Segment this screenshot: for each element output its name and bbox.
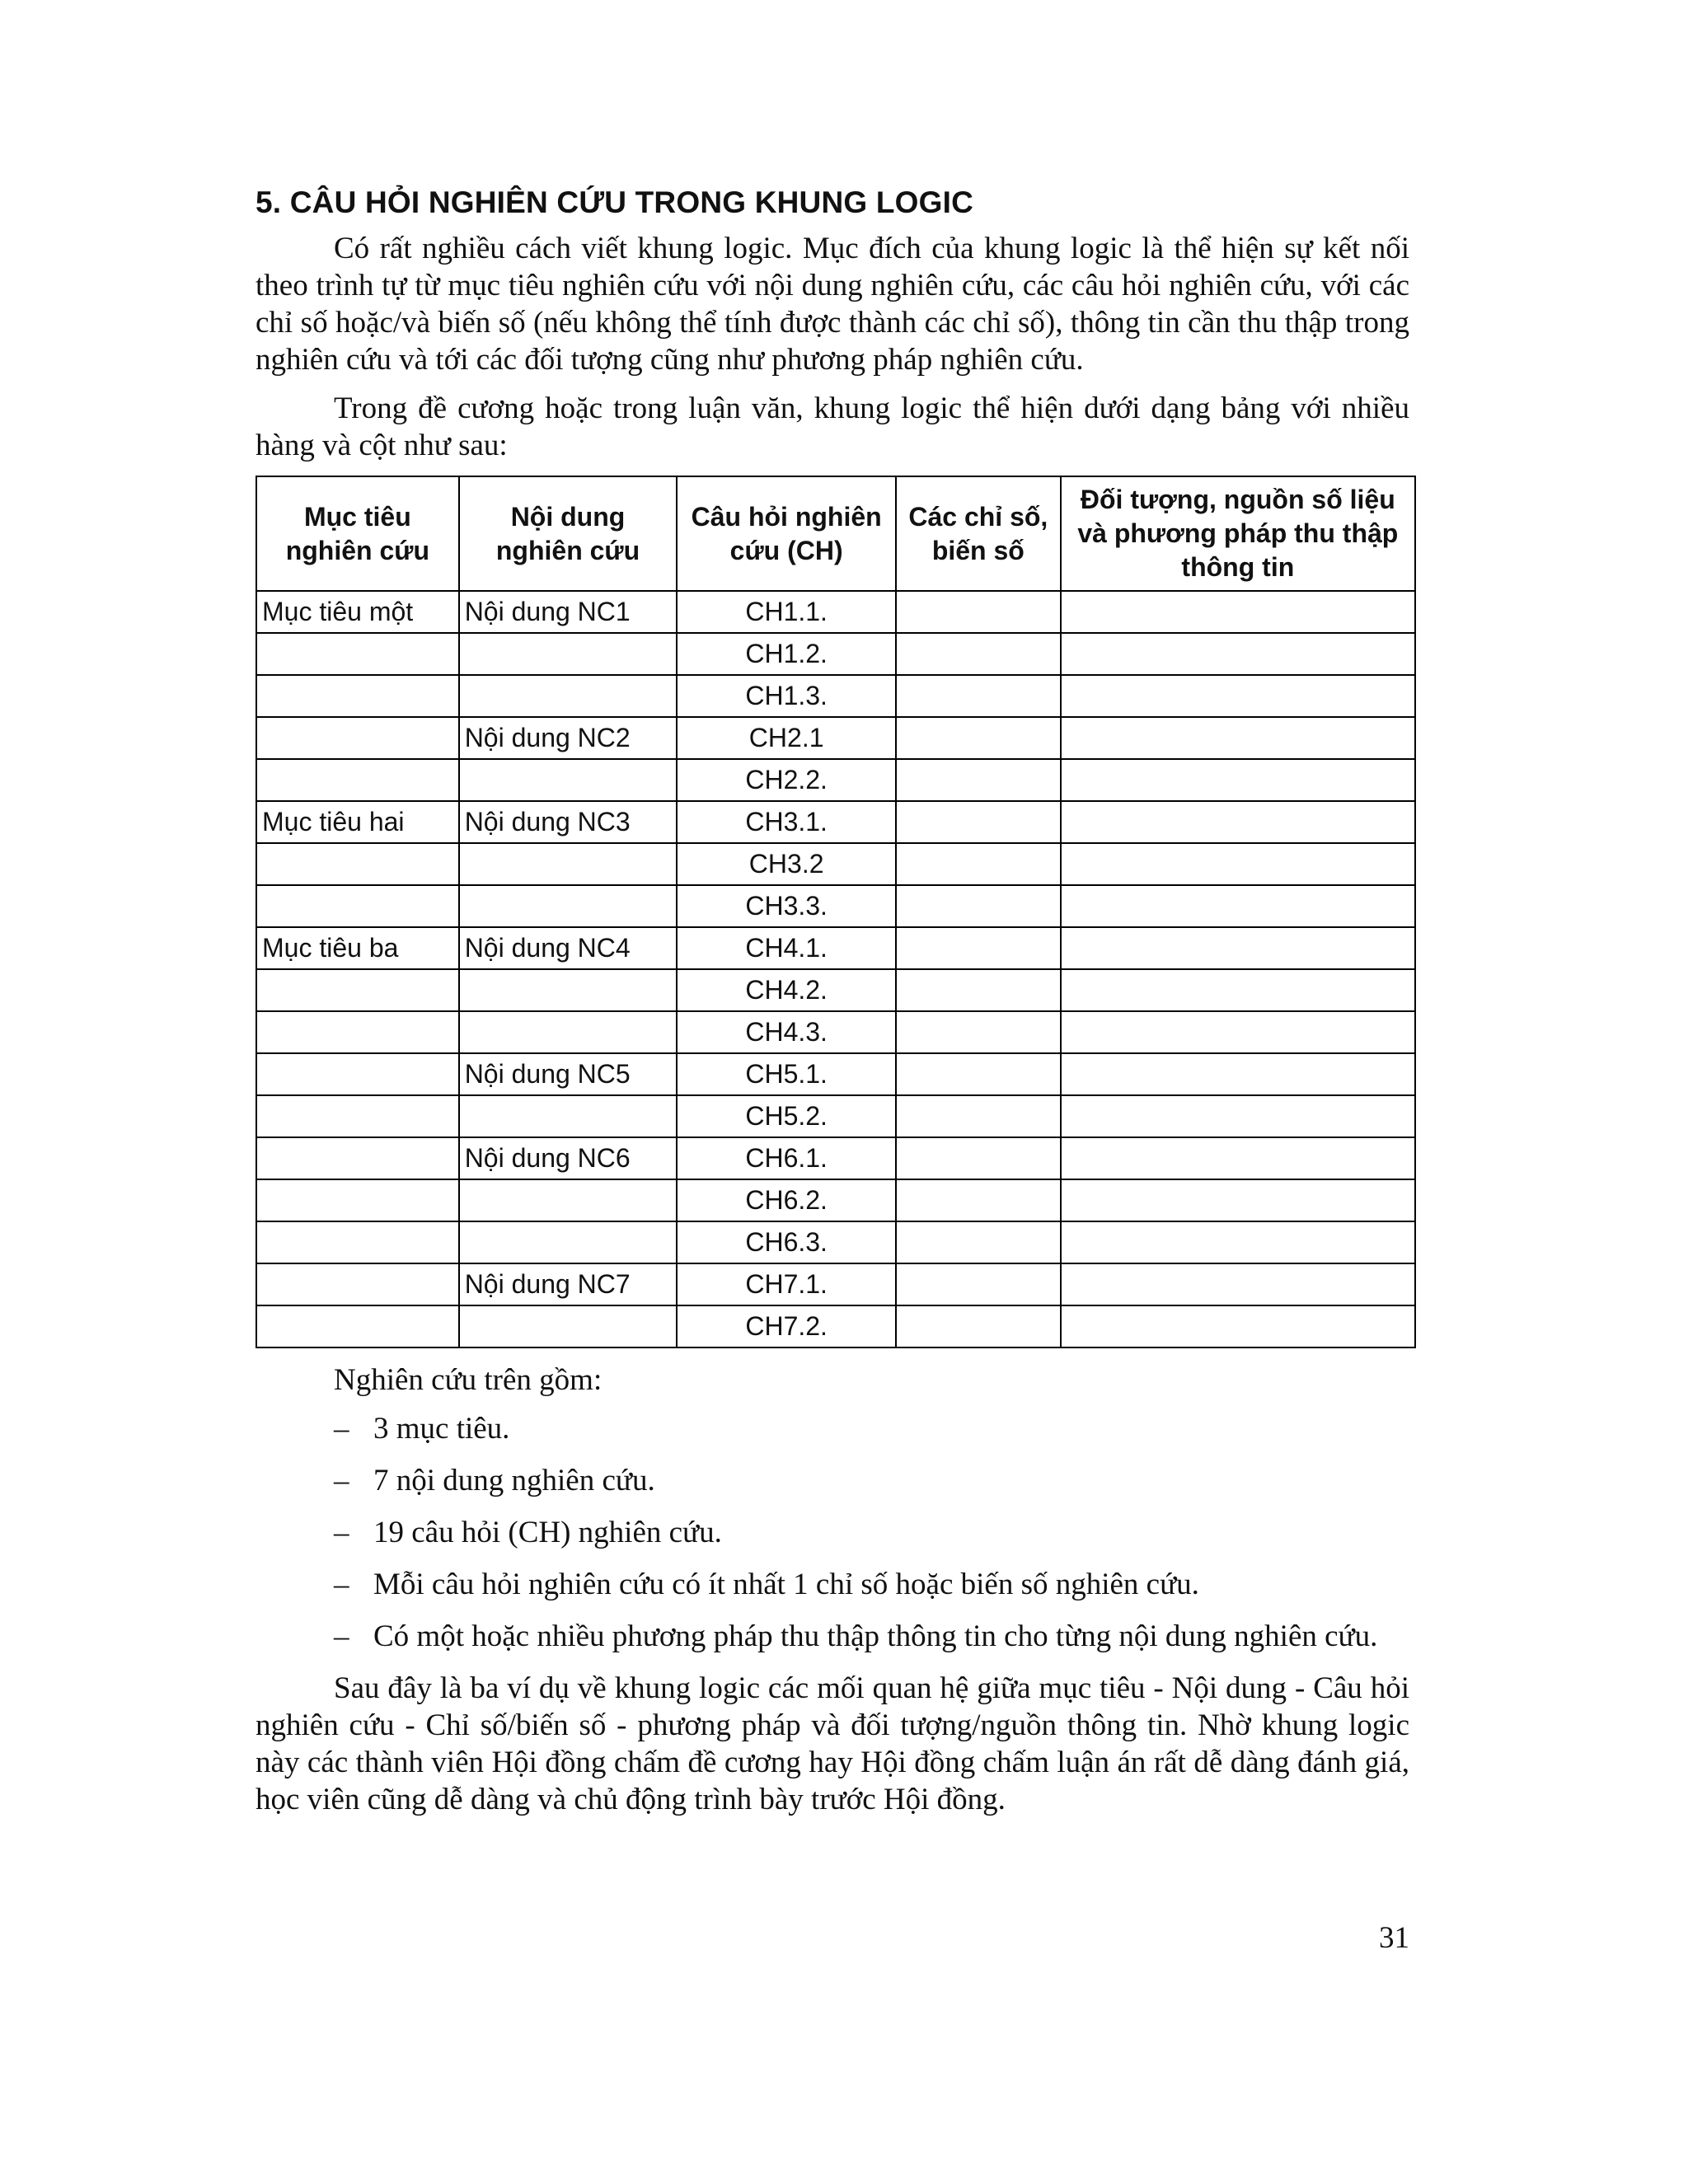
indicator-cell [896, 1305, 1061, 1347]
table-row [256, 1137, 1415, 1179]
content-cell: Nội dung NC4 [459, 927, 678, 969]
question-cell: CH6.1. [677, 1137, 896, 1179]
objective-cell [256, 1053, 459, 1095]
question-cell: CH1.1. [677, 591, 896, 633]
question-cell: CH6.3. [677, 1221, 896, 1263]
table-row [256, 633, 1415, 675]
summary-lead: Nghiên cứu trên gồm: [334, 1363, 603, 1397]
objective-cell [256, 1263, 459, 1305]
table-row [256, 801, 1415, 843]
source-cell [1061, 759, 1415, 801]
indicator-cell [896, 633, 1061, 675]
source-cell [1061, 717, 1415, 759]
question-cell: CH3.2 [677, 843, 896, 885]
table-row [256, 1095, 1415, 1137]
source-cell [1061, 675, 1415, 717]
summary-list [256, 1410, 1409, 1655]
indicator-cell [896, 1179, 1061, 1221]
question-cell: CH1.3. [677, 675, 896, 717]
table-row [256, 885, 1415, 927]
content-cell: Nội dung NC1 [459, 591, 678, 633]
objective-cell [256, 675, 459, 717]
question-cell: CH4.1. [677, 927, 896, 969]
table-row [256, 675, 1415, 717]
table-row [256, 717, 1415, 759]
header-objective: Mục tiêu nghiên cứu [256, 476, 459, 591]
source-cell [1061, 591, 1415, 633]
closing-paragraph: Sau đây là ba ví dụ về khung logic các mối quan hệ giữa mục tiêu - Nội dung - Câu hỏi nghiên cứu - Chỉ số/biến số - phương pháp và đối tượng/nguồn thông tin. Nhờ khung logic này các thành viên Hội đồng chấm đề cương hay Hội đồng chấm luận án rất dễ dàng đánh giá, học viên cũng dễ dàng và chủ động trình bày trước Hội đồng. [256, 1671, 1409, 1816]
summary-section [256, 1361, 1409, 1818]
list-item-text: 3 mục tiêu. [373, 1412, 510, 1446]
question-cell: CH5.2. [677, 1095, 896, 1137]
indicator-cell [896, 1137, 1061, 1179]
objective-cell [256, 1137, 459, 1179]
table-row [256, 759, 1415, 801]
logic-framework-table [256, 476, 1416, 1348]
dash-marker: – [334, 1516, 349, 1549]
objective-cell [256, 843, 459, 885]
content-cell [459, 843, 678, 885]
question-cell: CH4.3. [677, 1011, 896, 1053]
content-cell [459, 759, 678, 801]
objective-cell [256, 1179, 459, 1221]
content-cell [459, 1179, 678, 1221]
objective-cell [256, 717, 459, 759]
indicator-cell [896, 717, 1061, 759]
content-cell [459, 1011, 678, 1053]
table-intro-paragraph: Trong đề cương hoặc trong luận văn, khung logic thể hiện dưới dạng bảng với nhiều hàng và cột như sau: [256, 391, 1409, 462]
indicator-cell [896, 801, 1061, 843]
indicator-cell [896, 885, 1061, 927]
question-cell: CH7.1. [677, 1263, 896, 1305]
source-cell [1061, 885, 1415, 927]
indicator-cell [896, 1053, 1061, 1095]
indicator-cell [896, 1095, 1061, 1137]
table-row [256, 843, 1415, 885]
source-cell [1061, 801, 1415, 843]
source-cell [1061, 1179, 1415, 1221]
table-row [256, 1053, 1415, 1095]
table-row [256, 1263, 1415, 1305]
section-heading: 5. CÂU HỎI NGHIÊN CỨU TRONG KHUNG LOGIC [256, 185, 974, 219]
content-cell: Nội dung NC7 [459, 1263, 678, 1305]
content-cell [459, 675, 678, 717]
list-item-text: 7 nội dung nghiên cứu. [373, 1464, 655, 1497]
table-row [256, 1179, 1415, 1221]
content-cell [459, 633, 678, 675]
content-cell: Nội dung NC2 [459, 717, 678, 759]
indicator-cell [896, 591, 1061, 633]
objective-cell [256, 633, 459, 675]
table-row [256, 927, 1415, 969]
objective-cell: Mục tiêu ba [256, 927, 459, 969]
intro-paragraph: Có rất nghiều cách viết khung logic. Mục đích của khung logic là thể hiện sự kết nối theo trình tự từ mục tiêu nghiên cứu với nội dung nghiên cứu, các câu hỏi nghiên cứu, với các chỉ số hoặc/và biến số (nếu không thể tính được thành các chỉ số), thông tin cần thu thập trong nghiên cứu và tới các đối tượng cũng như phương pháp nghiên cứu. [256, 232, 1409, 377]
source-cell [1061, 1053, 1415, 1095]
table-row [256, 1011, 1415, 1053]
document-page [256, 185, 1409, 1830]
table-row [256, 969, 1415, 1011]
source-cell [1061, 1011, 1415, 1053]
header-question: Câu hỏi nghiên cứu (CH) [677, 476, 896, 591]
indicator-cell [896, 759, 1061, 801]
content-cell [459, 1305, 678, 1347]
source-cell [1061, 1305, 1415, 1347]
objective-cell [256, 759, 459, 801]
source-cell [1061, 843, 1415, 885]
table-header-row [256, 476, 1415, 591]
content-cell [459, 1221, 678, 1263]
list-item [256, 1618, 1409, 1655]
indicator-cell [896, 1221, 1061, 1263]
dash-marker: – [334, 1464, 349, 1497]
source-cell [1061, 1095, 1415, 1137]
indicator-cell [896, 843, 1061, 885]
dash-marker: – [334, 1412, 349, 1446]
content-cell: Nội dung NC3 [459, 801, 678, 843]
content-cell: Nội dung NC6 [459, 1137, 678, 1179]
page-number: 31 [1379, 1921, 1409, 1955]
question-cell: CH7.2. [677, 1305, 896, 1347]
table-row [256, 1305, 1415, 1347]
list-item-text: Có một hoặc nhiều phương pháp thu thập thông tin cho từng nội dung nghiên cứu. [373, 1619, 1378, 1653]
header-sources-methods: Đối tượng, nguồn số liệu và phương pháp thu thập thông tin [1061, 476, 1415, 591]
source-cell [1061, 1137, 1415, 1179]
question-cell: CH4.2. [677, 969, 896, 1011]
objective-cell: Mục tiêu một [256, 591, 459, 633]
list-item-text: 19 câu hỏi (CH) nghiên cứu. [373, 1516, 722, 1549]
indicator-cell [896, 1011, 1061, 1053]
source-cell [1061, 1263, 1415, 1305]
list-item [256, 1566, 1409, 1603]
source-cell [1061, 927, 1415, 969]
objective-cell [256, 1011, 459, 1053]
indicator-cell [896, 927, 1061, 969]
content-cell [459, 969, 678, 1011]
list-item-text: Mỗi câu hỏi nghiên cứu có ít nhất 1 chỉ số hoặc biến số nghiên cứu. [373, 1568, 1199, 1601]
question-cell: CH3.1. [677, 801, 896, 843]
content-cell [459, 1095, 678, 1137]
question-cell: CH2.2. [677, 759, 896, 801]
question-cell: CH5.1. [677, 1053, 896, 1095]
dash-marker: – [334, 1568, 349, 1601]
source-cell [1061, 969, 1415, 1011]
objective-cell [256, 969, 459, 1011]
list-item [256, 1514, 1409, 1551]
indicator-cell [896, 675, 1061, 717]
question-cell: CH1.2. [677, 633, 896, 675]
objective-cell [256, 1095, 459, 1137]
indicator-cell [896, 969, 1061, 1011]
dash-marker: – [334, 1619, 349, 1653]
table-row [256, 1221, 1415, 1263]
header-indicators: Các chỉ số, biến số [896, 476, 1061, 591]
indicator-cell [896, 1263, 1061, 1305]
objective-cell [256, 1221, 459, 1263]
objective-cell [256, 885, 459, 927]
source-cell [1061, 1221, 1415, 1263]
source-cell [1061, 633, 1415, 675]
list-item [256, 1410, 1409, 1447]
list-item [256, 1462, 1409, 1499]
question-cell: CH6.2. [677, 1179, 896, 1221]
table-row [256, 591, 1415, 633]
objective-cell [256, 1305, 459, 1347]
question-cell: CH2.1 [677, 717, 896, 759]
objective-cell: Mục tiêu hai [256, 801, 459, 843]
header-content: Nội dung nghiên cứu [459, 476, 678, 591]
content-cell [459, 885, 678, 927]
content-cell: Nội dung NC5 [459, 1053, 678, 1095]
question-cell: CH3.3. [677, 885, 896, 927]
